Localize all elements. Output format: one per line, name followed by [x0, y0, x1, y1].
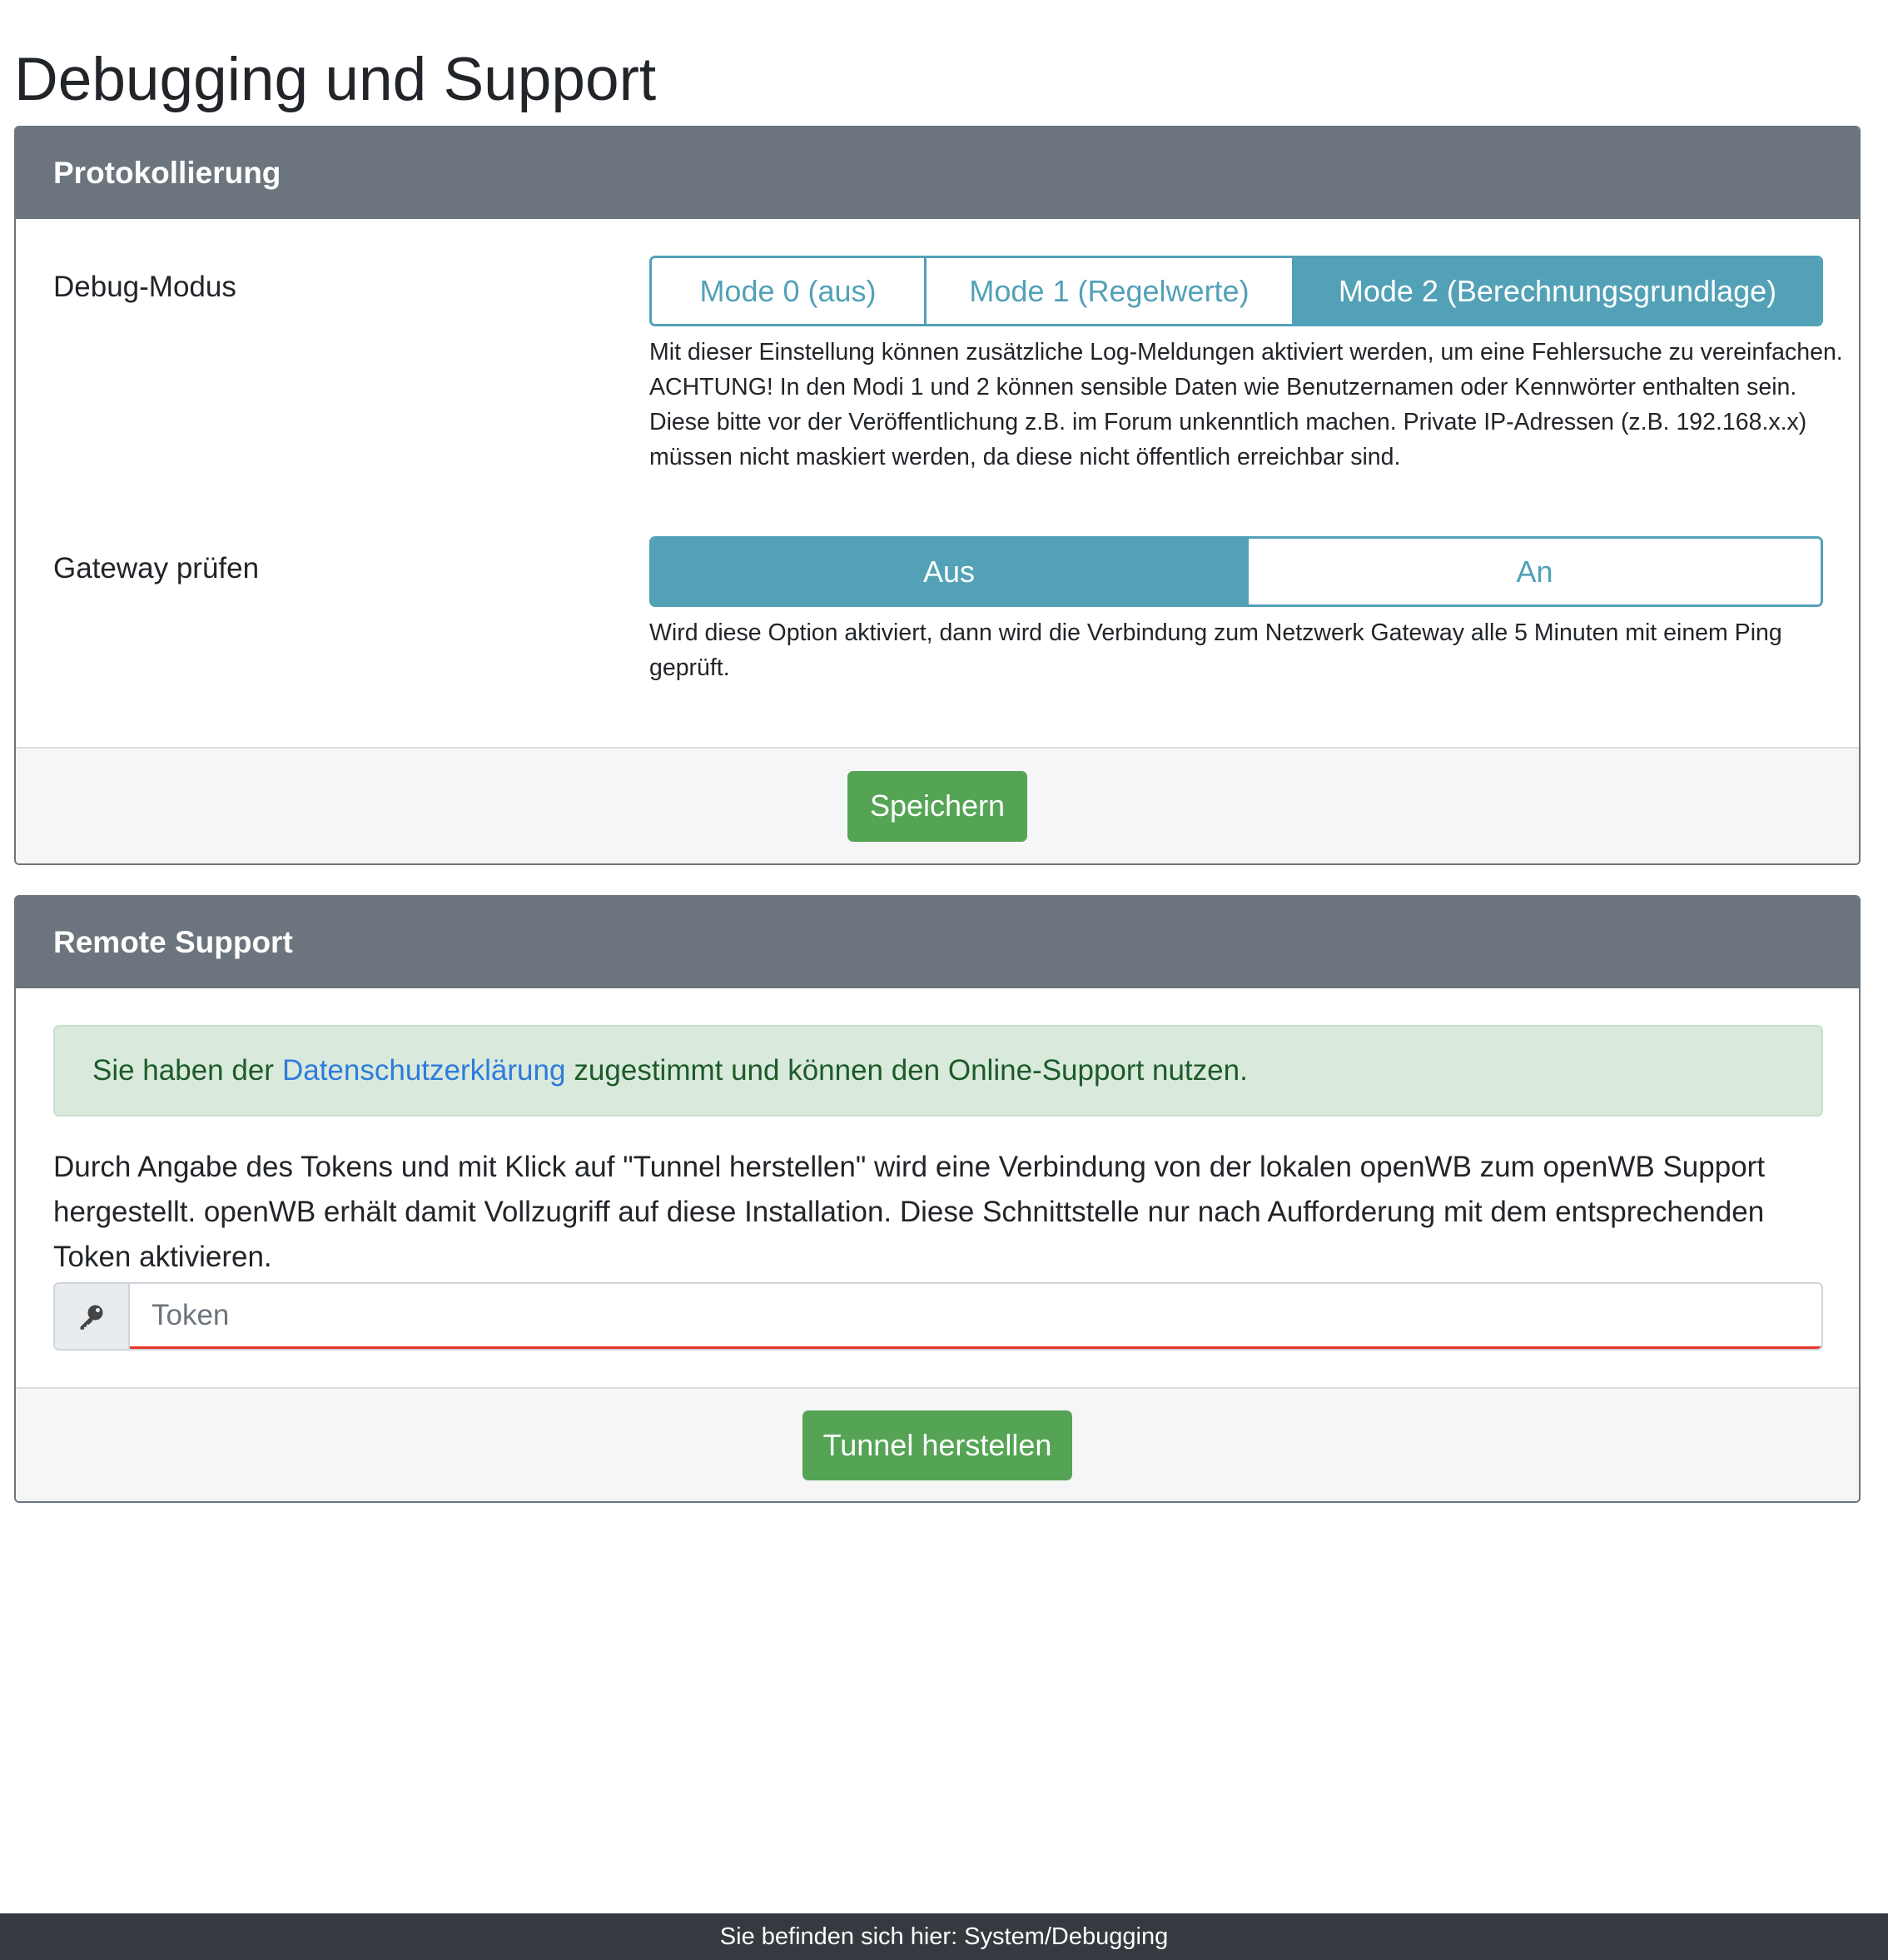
remote-support-card — [14, 895, 1861, 1503]
alert-text-before: Sie haben der — [92, 1054, 274, 1087]
gateway-on-button[interactable]: An — [1246, 539, 1821, 604]
logging-card — [14, 126, 1861, 865]
create-tunnel-button[interactable]: Tunnel herstellen — [802, 1410, 1072, 1480]
page-title: Debugging und Support — [14, 46, 657, 113]
gateway-off-button[interactable]: Aus — [652, 539, 1246, 604]
logging-card-header: Protokollierung — [16, 127, 1859, 219]
debug-mode-toggle — [649, 256, 1823, 326]
privacy-policy-link[interactable]: Datenschutzerklärung — [281, 1054, 566, 1087]
token-input[interactable] — [130, 1284, 1821, 1349]
debug-mode-warning-text: ACHTUNG! In den Modi 1 und 2 können sensible Daten wie Benutzernamen oder Kennwörter enthalten sein. Diese bitte vor der Veröffentlichung z.B. im Forum unkenntlich machen. Private IP-Adressen (z.B. 192.168.x.x) müssen nicht maskiert werden, da diese nicht öffentlich erreichbar sind. — [649, 374, 1807, 470]
debug-mode-help-text: Mit dieser Einstellung können zusätzliche Log-Meldungen aktiviert werden, um eine Fehlersuche zu vereinfachen. — [649, 339, 1843, 366]
token-input-group — [53, 1282, 1823, 1351]
gateway-check-label: Gateway prüfen — [53, 552, 260, 585]
breadcrumb: Sie befinden sich hier: System/Debugging — [0, 1913, 1888, 1960]
privacy-consent-alert — [53, 1025, 1823, 1117]
debug-mode-label: Debug-Modus — [53, 271, 236, 303]
save-button[interactable]: Speichern — [847, 771, 1027, 842]
debug-mode-1-button[interactable]: Mode 1 (Regelwerte) — [924, 258, 1292, 324]
debug-mode-2-button[interactable]: Mode 2 (Berechnungsgrundlage) — [1292, 258, 1821, 324]
debug-mode-help — [649, 335, 1848, 475]
key-icon — [55, 1284, 130, 1349]
remote-support-description: Durch Angabe des Tokens und mit Klick auf "Tunnel herstellen" wird eine Verbindung von der lokalen openWB zum openWB Support hergestellt. openWB erhält damit Vollzugriff auf diese Installation. Diese Schnittstelle nur nach Aufforderung mit dem entsprechenden Token aktivieren. — [53, 1151, 1766, 1273]
alert-text-after: zugestimmt und können den Online-Support nutzen. — [574, 1054, 1248, 1087]
gateway-check-toggle — [649, 536, 1823, 607]
remote-support-card-footer — [16, 1387, 1859, 1501]
logging-card-footer — [16, 747, 1859, 863]
gateway-check-help: Wird diese Option aktiviert, dann wird die Verbindung zum Netzwerk Gateway alle 5 Minuten mit einem Ping geprüft. — [649, 619, 1782, 681]
debug-mode-0-button[interactable]: Mode 0 (aus) — [652, 258, 924, 324]
remote-support-card-header: Remote Support — [16, 897, 1859, 988]
